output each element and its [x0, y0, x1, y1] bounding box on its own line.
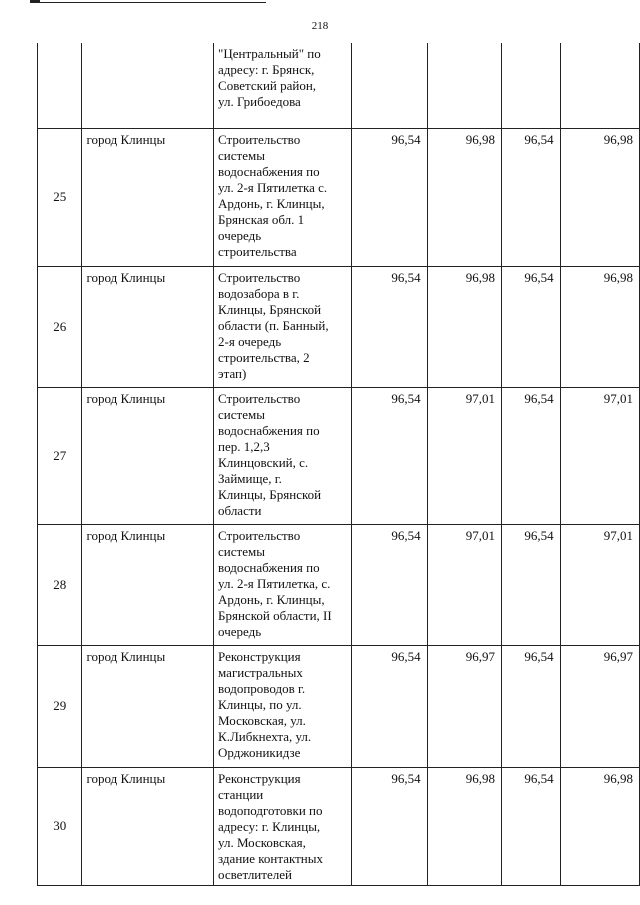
- value-cell: [352, 43, 427, 128]
- city-cell: город Клинцы: [82, 524, 214, 645]
- city-cell: город Клинцы: [82, 645, 214, 767]
- value-cell: 96,97: [560, 645, 639, 767]
- data-table: [37, 43, 640, 886]
- table-row: [38, 266, 640, 387]
- table-row: [38, 767, 640, 885]
- value-cell: [427, 43, 501, 128]
- city-cell: город Клинцы: [82, 767, 214, 885]
- value-cell: 96,54: [352, 645, 427, 767]
- value-cell: 96,98: [560, 266, 639, 387]
- value-cell: [560, 43, 639, 128]
- value-cell: 96,54: [352, 524, 427, 645]
- value-cell: 97,01: [427, 524, 501, 645]
- row-number: 25: [38, 128, 82, 266]
- row-number: 26: [38, 266, 82, 387]
- value-cell: 96,54: [502, 524, 561, 645]
- description-cell: Строительство системы водоснабжения по ул. 2-я Пятилетка с. Ардонь, г. Клинцы, Брянская обл. 1 очередь строительства: [214, 128, 352, 266]
- description-cell: Реконструкция станции водоподготовки по адресу: г. Клинцы, ул. Московская, здание контактных осветлителей: [214, 767, 352, 885]
- city-cell: [82, 43, 214, 128]
- table-row: [38, 128, 640, 266]
- value-cell: 96,54: [352, 767, 427, 885]
- row-number: 29: [38, 645, 82, 767]
- top-rule-mark: [30, 0, 40, 2]
- value-cell: 96,54: [502, 128, 561, 266]
- top-rule: [30, 2, 266, 3]
- city-cell: город Клинцы: [82, 128, 214, 266]
- description-cell: "Центральный" по адресу: г. Брянск, Советский район, ул. Грибоедова: [214, 43, 352, 128]
- value-cell: 96,54: [502, 767, 561, 885]
- value-cell: 97,01: [560, 524, 639, 645]
- row-number: 27: [38, 387, 82, 524]
- value-cell: [502, 43, 561, 128]
- value-cell: 97,01: [427, 387, 501, 524]
- description-cell: Строительство системы водоснабжения по пер. 1,2,3 Клинцовский, с. Займище, г. Клинцы, Брянской области: [214, 387, 352, 524]
- value-cell: 97,01: [560, 387, 639, 524]
- value-cell: 96,98: [427, 266, 501, 387]
- value-cell: 96,54: [502, 387, 561, 524]
- city-cell: город Клинцы: [82, 387, 214, 524]
- table-row-continuation: [38, 43, 640, 128]
- value-cell: 96,54: [352, 387, 427, 524]
- value-cell: 96,98: [560, 128, 639, 266]
- description-cell: Реконструкция магистральных водопроводов г. Клинцы, по ул. Московская, ул. К.Либкнехта, ул. Орджоникидзе: [214, 645, 352, 767]
- value-cell: 96,54: [352, 266, 427, 387]
- table-row: [38, 524, 640, 645]
- description-cell: Строительство системы водоснабжения по ул. 2-я Пятилетка, с. Ардонь, г. Клинцы, Брянской области, II очередь: [214, 524, 352, 645]
- table-row: [38, 645, 640, 767]
- table-row: [38, 387, 640, 524]
- city-cell: город Клинцы: [82, 266, 214, 387]
- value-cell: 96,54: [502, 645, 561, 767]
- row-number: 30: [38, 767, 82, 885]
- description-cell: Строительство водозабора в г. Клинцы, Брянской области (п. Банный, 2-я очередь строительства, 2 этап): [214, 266, 352, 387]
- value-cell: 96,54: [502, 266, 561, 387]
- value-cell: 96,54: [352, 128, 427, 266]
- page-number: 218: [311, 20, 329, 32]
- row-number: 28: [38, 524, 82, 645]
- value-cell: 96,98: [427, 128, 501, 266]
- value-cell: 96,98: [560, 767, 639, 885]
- row-number-cell: [38, 43, 82, 128]
- value-cell: 96,97: [427, 645, 501, 767]
- value-cell: 96,98: [427, 767, 501, 885]
